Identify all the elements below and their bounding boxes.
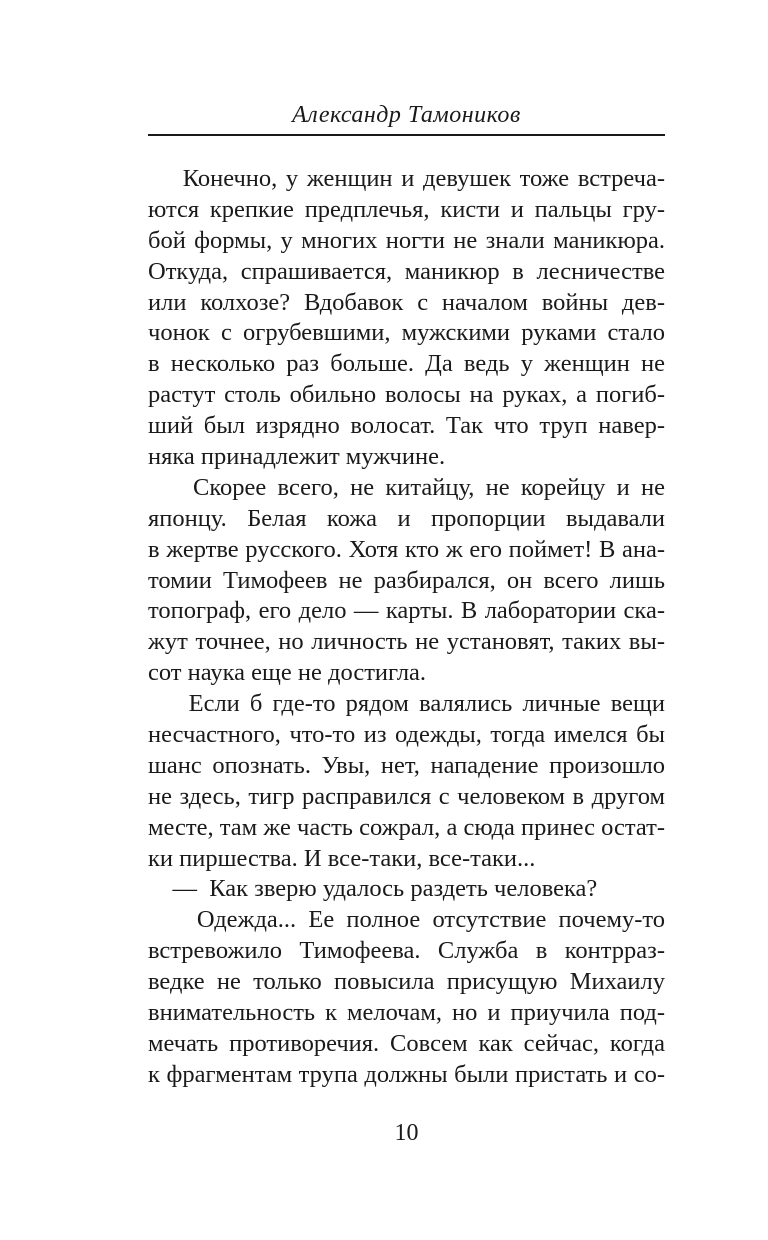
text-line: сот наука еще не достигла. [148,659,427,687]
text-line: ки пиршества. И все-таки, все-таки... [148,844,536,872]
text-line: несчастного, что-то из одежды, тогда имелся бы [148,721,665,749]
running-head-author: Александр Тамоников [292,102,521,128]
text-line: к фрагментам трупа должны были пристать и со- [148,1060,665,1088]
text-line: томии Тимофеев не разбирался, он всего лишь [148,566,665,594]
text-line: в жертве русского. Хотя кто ж его поймет! В ана- [148,535,665,563]
text-line: мечать противоречия. Совсем как сейчас, когда [148,1029,665,1057]
text-line: Одежда... Ее полное отсутствие почему-то [148,906,665,934]
text-line: Скорее всего, не китайцу, не корейцу и не [148,473,665,501]
page-number: 10 [394,1120,419,1146]
text-line: внимательность к мелочам, но и приучила под- [148,999,665,1027]
text-line: не здесь, тигр расправился с человеком в другом [148,782,665,810]
body-text [148,164,665,1091]
text-line: в несколько раз больше. Да ведь у женщин не [148,350,665,378]
header-rule [148,134,665,136]
text-line: няка принадлежит мужчине. [148,443,446,471]
text-line: ведке не только повысила присущую Михаилу [148,968,665,996]
text-line: ший был изрядно волосат. Так что труп навер- [148,412,665,440]
text-line: Если б где-то рядом валялись личные вещи [148,690,665,718]
text-line: встревожило Тимофеева. Служба в контрраз- [148,937,665,965]
text-line: ются крепкие предплечья, кисти и пальцы гру- [148,195,665,223]
text-line: бой формы, у многих ногти не знали маникюра. [148,226,665,254]
text-line: Конечно, у женщин и девушек тоже встреча- [148,165,665,192]
text-line: шанс опознать. Увы, нет, нападение произошло [148,751,665,779]
text-line: жут точнее, но личность не установят, таких вы- [148,628,665,656]
dialogue-line: — Как зверю удалось раздеть человека? [148,875,598,903]
text-line: чонок с огрубевшими, мужскими руками стало [148,319,665,347]
text-line: Откуда, спрашивается, маникюр в лесничестве [148,257,665,285]
text-line: топограф, его дело — карты. В лаборатории ска- [148,597,665,625]
text-line: месте, там же часть сожрал, а сюда принес остат- [148,813,665,841]
text-line: японцу. Белая кожа и пропорции выдавали [148,504,665,532]
text-line: или колхозе? Вдобавок с началом войны дев- [148,288,665,316]
text-line: растут столь обильно волосы на руках, а погиб- [148,381,665,409]
